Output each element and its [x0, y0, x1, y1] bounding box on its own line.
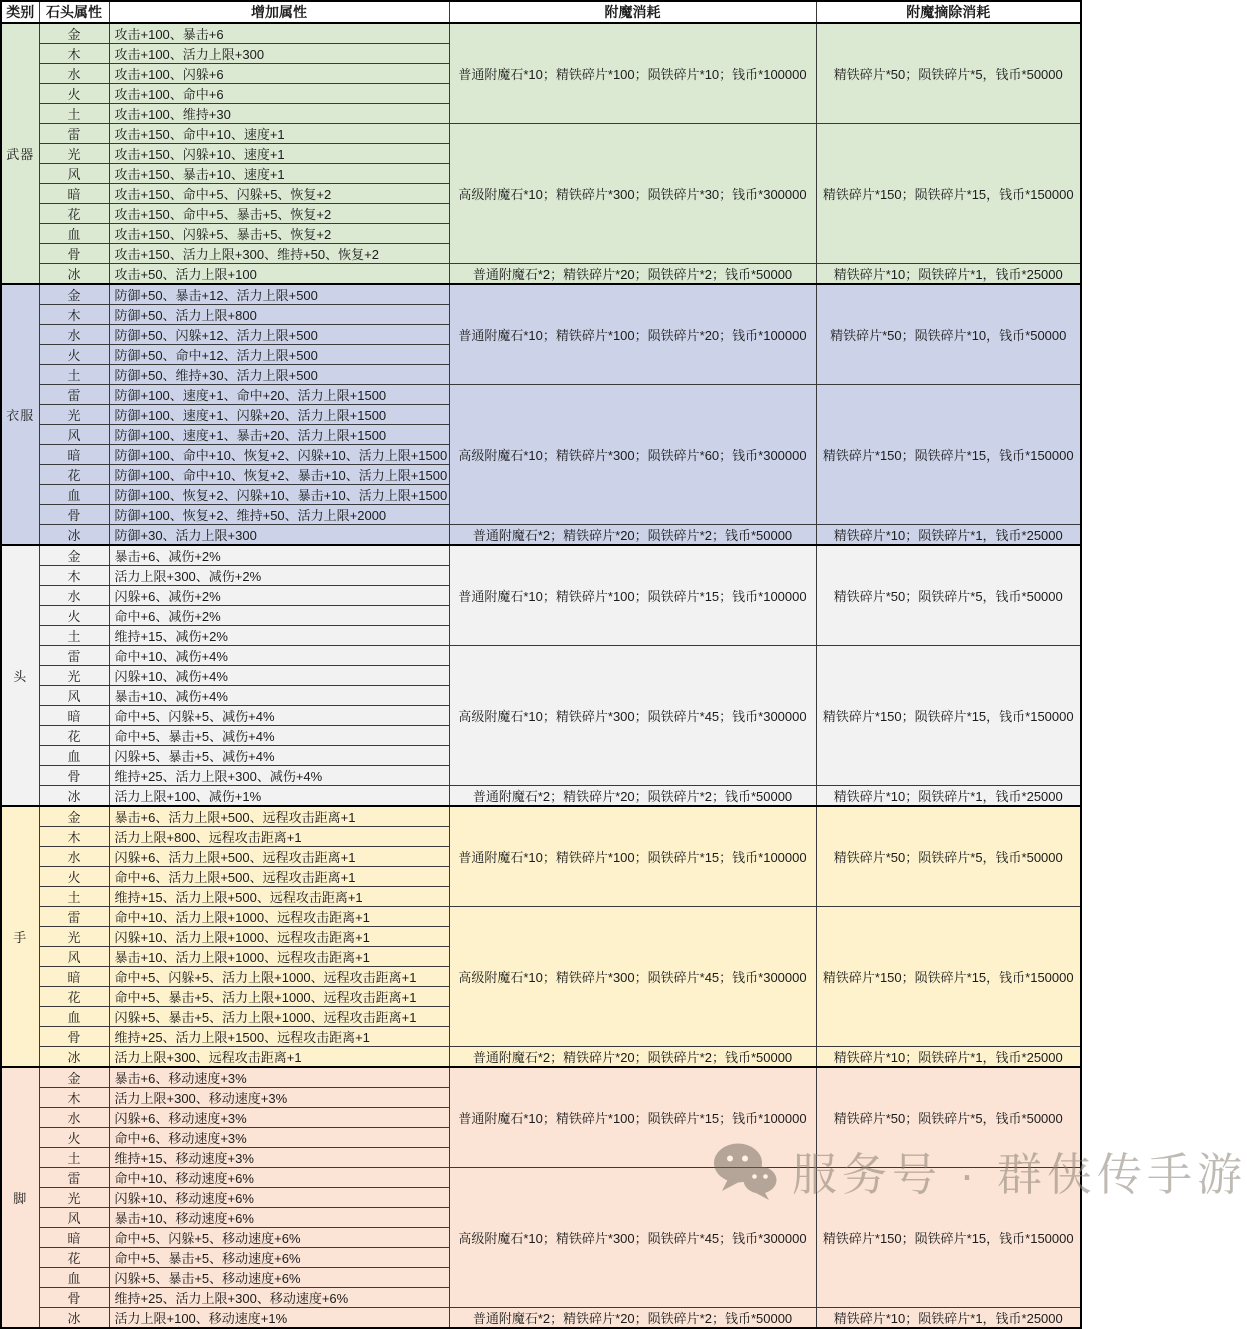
attrs-cell: 命中+6、减伤+2% — [109, 606, 449, 626]
attrs-cell: 攻击+150、活力上限+300、维持+50、恢复+2 — [109, 244, 449, 264]
attrs-cell: 维持+15、活力上限+500、远程攻击距离+1 — [109, 887, 449, 907]
stone-cell: 光 — [39, 1188, 109, 1208]
table-body — [1, 23, 1081, 1328]
stone-cell: 暗 — [39, 184, 109, 204]
attrs-cell: 维持+15、减伤+2% — [109, 626, 449, 646]
removal-cost-cell: 精铁碎片*10；陨铁碎片*1，钱币*25000 — [816, 1308, 1081, 1329]
stone-cell: 骨 — [39, 1027, 109, 1047]
enchant-cost-cell: 普通附魔石*2；精铁碎片*20；陨铁碎片*2；钱币*50000 — [449, 1047, 816, 1068]
attrs-cell: 维持+25、活力上限+300、减伤+4% — [109, 766, 449, 786]
watermark-text: 服务号 · 群侠传手游 — [792, 1149, 1247, 1200]
attrs-cell: 防御+100、命中+10、恢复+2、闪躲+10、活力上限+1500 — [109, 445, 449, 465]
attrs-cell: 活力上限+300、减伤+2% — [109, 566, 449, 586]
stone-cell: 光 — [39, 666, 109, 686]
header-removal-cost: 附魔摘除消耗 — [816, 1, 1081, 23]
stone-cell: 金 — [39, 284, 109, 305]
stone-cell: 风 — [39, 425, 109, 445]
attrs-cell: 防御+100、恢复+2、闪躲+10、暴击+10、活力上限+1500 — [109, 485, 449, 505]
removal-cost-cell: 精铁碎片*10；陨铁碎片*1，钱币*25000 — [816, 786, 1081, 807]
stone-cell: 土 — [39, 1148, 109, 1168]
removal-cost-cell: 精铁碎片*150；陨铁碎片*15，钱币*150000 — [816, 907, 1081, 1047]
removal-cost-cell: 精铁碎片*150；陨铁碎片*15，钱币*150000 — [816, 385, 1081, 525]
table-row — [1, 124, 1081, 144]
stone-cell: 冰 — [39, 264, 109, 285]
attrs-cell: 防御+50、暴击+12、活力上限+500 — [109, 284, 449, 305]
attrs-cell: 活力上限+100、移动速度+1% — [109, 1308, 449, 1329]
attrs-cell: 活力上限+300、移动速度+3% — [109, 1088, 449, 1108]
enchant-cost-cell: 普通附魔石*10；精铁碎片*100；陨铁碎片*15；钱币*100000 — [449, 806, 816, 907]
attrs-cell: 闪躲+6、移动速度+3% — [109, 1108, 449, 1128]
stone-cell: 冰 — [39, 525, 109, 546]
stone-cell: 风 — [39, 686, 109, 706]
stone-cell: 暗 — [39, 445, 109, 465]
header-attrs: 增加属性 — [109, 1, 449, 23]
category-cell: 手 — [1, 806, 39, 1067]
stone-cell: 金 — [39, 806, 109, 827]
stone-cell: 冰 — [39, 1308, 109, 1329]
stone-cell: 水 — [39, 325, 109, 345]
stone-cell: 暗 — [39, 706, 109, 726]
enchant-cost-cell: 普通附魔石*2；精铁碎片*20；陨铁碎片*2；钱币*50000 — [449, 525, 816, 546]
attrs-cell: 命中+10、减伤+4% — [109, 646, 449, 666]
attrs-cell: 暴击+6、减伤+2% — [109, 545, 449, 566]
stone-cell: 暗 — [39, 967, 109, 987]
stone-cell: 木 — [39, 1088, 109, 1108]
category-cell: 武器 — [1, 23, 39, 284]
enchant-cost-cell: 普通附魔石*2；精铁碎片*20；陨铁碎片*2；钱币*50000 — [449, 1308, 816, 1329]
table-row — [1, 646, 1081, 666]
attrs-cell: 命中+5、暴击+5、活力上限+1000、远程攻击距离+1 — [109, 987, 449, 1007]
stone-cell: 木 — [39, 44, 109, 64]
enchant-cost-cell: 普通附魔石*10；精铁碎片*100；陨铁碎片*15；钱币*100000 — [449, 1067, 816, 1168]
stone-cell: 火 — [39, 867, 109, 887]
attrs-cell: 攻击+150、闪躲+5、暴击+5、恢复+2 — [109, 224, 449, 244]
removal-cost-cell: 精铁碎片*10；陨铁碎片*1，钱币*25000 — [816, 264, 1081, 285]
attrs-cell: 暴击+6、活力上限+500、远程攻击距离+1 — [109, 806, 449, 827]
stone-cell: 雷 — [39, 124, 109, 144]
enchant-cost-cell: 高级附魔石*10；精铁碎片*300；陨铁碎片*30；钱币*300000 — [449, 124, 816, 264]
attrs-cell: 攻击+100、活力上限+300 — [109, 44, 449, 64]
stone-cell: 水 — [39, 1108, 109, 1128]
stone-cell: 骨 — [39, 766, 109, 786]
enchant-cost-cell: 普通附魔石*10；精铁碎片*100；陨铁碎片*15；钱币*100000 — [449, 545, 816, 646]
stone-cell: 血 — [39, 485, 109, 505]
stone-cell: 火 — [39, 84, 109, 104]
attrs-cell: 攻击+50、活力上限+100 — [109, 264, 449, 285]
stone-cell: 冰 — [39, 786, 109, 807]
attrs-cell: 命中+6、活力上限+500、远程攻击距离+1 — [109, 867, 449, 887]
attrs-cell: 攻击+150、命中+5、暴击+5、恢复+2 — [109, 204, 449, 224]
attrs-cell: 维持+25、活力上限+300、移动速度+6% — [109, 1288, 449, 1308]
removal-cost-cell: 精铁碎片*50；陨铁碎片*5，钱币*50000 — [816, 806, 1081, 907]
stone-cell: 骨 — [39, 1288, 109, 1308]
attrs-cell: 闪躲+5、暴击+5、减伤+4% — [109, 746, 449, 766]
stone-cell: 木 — [39, 827, 109, 847]
stone-cell: 土 — [39, 104, 109, 124]
stone-cell: 土 — [39, 365, 109, 385]
stone-cell: 风 — [39, 947, 109, 967]
attrs-cell: 防御+100、速度+1、闪躲+20、活力上限+1500 — [109, 405, 449, 425]
table-row — [1, 1308, 1081, 1329]
attrs-cell: 闪躲+5、暴击+5、活力上限+1000、远程攻击距离+1 — [109, 1007, 449, 1027]
attrs-cell: 暴击+10、移动速度+6% — [109, 1208, 449, 1228]
table-row — [1, 264, 1081, 285]
stone-cell: 火 — [39, 345, 109, 365]
removal-cost-cell: 精铁碎片*50；陨铁碎片*5，钱币*50000 — [816, 23, 1081, 124]
stone-cell: 光 — [39, 927, 109, 947]
stone-cell: 风 — [39, 164, 109, 184]
attrs-cell: 命中+5、闪躲+5、活力上限+1000、远程攻击距离+1 — [109, 967, 449, 987]
removal-cost-cell: 精铁碎片*10；陨铁碎片*1，钱币*25000 — [816, 525, 1081, 546]
table-row — [1, 525, 1081, 546]
attrs-cell: 攻击+150、命中+10、速度+1 — [109, 124, 449, 144]
removal-cost-cell: 精铁碎片*150；陨铁碎片*15，钱币*150000 — [816, 646, 1081, 786]
table-row — [1, 786, 1081, 807]
attrs-cell: 攻击+150、闪躲+10、速度+1 — [109, 144, 449, 164]
removal-cost-cell: 精铁碎片*50；陨铁碎片*5，钱币*50000 — [816, 545, 1081, 646]
attrs-cell: 攻击+100、命中+6 — [109, 84, 449, 104]
stone-cell: 花 — [39, 1248, 109, 1268]
attrs-cell: 命中+6、移动速度+3% — [109, 1128, 449, 1148]
attrs-cell: 闪躲+6、减伤+2% — [109, 586, 449, 606]
stone-cell: 风 — [39, 1208, 109, 1228]
attrs-cell: 防御+30、活力上限+300 — [109, 525, 449, 546]
attrs-cell: 活力上限+100、减伤+1% — [109, 786, 449, 807]
attrs-cell: 暴击+6、移动速度+3% — [109, 1067, 449, 1088]
stone-cell: 花 — [39, 204, 109, 224]
attrs-cell: 闪躲+10、移动速度+6% — [109, 1188, 449, 1208]
attrs-cell: 命中+5、闪躲+5、移动速度+6% — [109, 1228, 449, 1248]
attrs-cell: 攻击+100、暴击+6 — [109, 23, 449, 44]
removal-cost-cell: 精铁碎片*150；陨铁碎片*15，钱币*150000 — [816, 124, 1081, 264]
stone-cell: 土 — [39, 887, 109, 907]
attrs-cell: 命中+10、活力上限+1000、远程攻击距离+1 — [109, 907, 449, 927]
removal-cost-cell: 精铁碎片*150；陨铁碎片*15，钱币*150000 — [816, 1168, 1081, 1308]
stone-cell: 骨 — [39, 505, 109, 525]
attrs-cell: 命中+5、暴击+5、减伤+4% — [109, 726, 449, 746]
stone-cell: 水 — [39, 586, 109, 606]
stone-cell: 血 — [39, 1007, 109, 1027]
attrs-cell: 闪躲+6、活力上限+500、远程攻击距离+1 — [109, 847, 449, 867]
stone-cell: 骨 — [39, 244, 109, 264]
category-cell: 脚 — [1, 1067, 39, 1328]
stone-cell: 土 — [39, 626, 109, 646]
attrs-cell: 攻击+150、命中+5、闪躲+5、恢复+2 — [109, 184, 449, 204]
attrs-cell: 闪躲+10、活力上限+1000、远程攻击距离+1 — [109, 927, 449, 947]
table-row — [1, 1168, 1081, 1188]
table-row — [1, 907, 1081, 927]
enchant-cost-cell: 高级附魔石*10；精铁碎片*300；陨铁碎片*60；钱币*300000 — [449, 385, 816, 525]
attrs-cell: 暴击+10、活力上限+1000、远程攻击距离+1 — [109, 947, 449, 967]
stone-cell: 暗 — [39, 1228, 109, 1248]
attrs-cell: 防御+50、维持+30、活力上限+500 — [109, 365, 449, 385]
attrs-cell: 暴击+10、减伤+4% — [109, 686, 449, 706]
enchant-cost-cell: 高级附魔石*10；精铁碎片*300；陨铁碎片*45；钱币*300000 — [449, 907, 816, 1047]
table-header — [1, 1, 1081, 23]
header-enchant-cost: 附魔消耗 — [449, 1, 816, 23]
stone-cell: 雷 — [39, 907, 109, 927]
removal-cost-cell: 精铁碎片*50；陨铁碎片*5，钱币*50000 — [816, 1067, 1081, 1168]
removal-cost-cell: 精铁碎片*10；陨铁碎片*1，钱币*25000 — [816, 1047, 1081, 1068]
table-row — [1, 545, 1081, 566]
table-row — [1, 1067, 1081, 1088]
enchant-cost-cell: 普通附魔石*2；精铁碎片*20；陨铁碎片*2；钱币*50000 — [449, 786, 816, 807]
attrs-cell: 维持+25、活力上限+1500、远程攻击距离+1 — [109, 1027, 449, 1047]
stone-cell: 光 — [39, 144, 109, 164]
enchant-cost-cell: 高级附魔石*10；精铁碎片*300；陨铁碎片*45；钱币*300000 — [449, 1168, 816, 1308]
stone-cell: 血 — [39, 1268, 109, 1288]
attrs-cell: 闪躲+5、暴击+5、移动速度+6% — [109, 1268, 449, 1288]
attrs-cell: 防御+100、恢复+2、维持+50、活力上限+2000 — [109, 505, 449, 525]
stone-cell: 水 — [39, 847, 109, 867]
stone-cell: 金 — [39, 545, 109, 566]
enchant-cost-cell: 高级附魔石*10；精铁碎片*300；陨铁碎片*45；钱币*300000 — [449, 646, 816, 786]
header-category: 类别 — [1, 1, 39, 23]
stone-cell: 雷 — [39, 1168, 109, 1188]
category-cell: 头 — [1, 545, 39, 806]
table-row — [1, 23, 1081, 44]
stone-cell: 水 — [39, 64, 109, 84]
attrs-cell: 防御+50、闪躲+12、活力上限+500 — [109, 325, 449, 345]
table-row — [1, 806, 1081, 827]
stone-cell: 木 — [39, 566, 109, 586]
attrs-cell: 防御+100、速度+1、命中+20、活力上限+1500 — [109, 385, 449, 405]
stone-cell: 冰 — [39, 1047, 109, 1068]
stone-cell: 火 — [39, 1128, 109, 1148]
attrs-cell: 防御+50、活力上限+800 — [109, 305, 449, 325]
stone-cell: 木 — [39, 305, 109, 325]
stone-cell: 花 — [39, 465, 109, 485]
stone-cell: 金 — [39, 23, 109, 44]
attrs-cell: 攻击+150、暴击+10、速度+1 — [109, 164, 449, 184]
attrs-cell: 命中+10、移动速度+6% — [109, 1168, 449, 1188]
attrs-cell: 活力上限+800、远程攻击距离+1 — [109, 827, 449, 847]
stone-cell: 血 — [39, 224, 109, 244]
stone-cell: 光 — [39, 405, 109, 425]
stone-cell: 雷 — [39, 646, 109, 666]
stone-cell: 血 — [39, 746, 109, 766]
stone-cell: 花 — [39, 987, 109, 1007]
enchant-cost-cell: 普通附魔石*10；精铁碎片*100；陨铁碎片*20；钱币*100000 — [449, 284, 816, 385]
stone-cell: 花 — [39, 726, 109, 746]
attrs-cell: 命中+5、闪躲+5、减伤+4% — [109, 706, 449, 726]
table-row — [1, 284, 1081, 305]
attrs-cell: 命中+5、暴击+5、移动速度+6% — [109, 1248, 449, 1268]
attrs-cell: 防御+50、命中+12、活力上限+500 — [109, 345, 449, 365]
attrs-cell: 维持+15、移动速度+3% — [109, 1148, 449, 1168]
attrs-cell: 活力上限+300、远程攻击距离+1 — [109, 1047, 449, 1068]
attrs-cell: 防御+100、命中+10、恢复+2、暴击+10、活力上限+1500 — [109, 465, 449, 485]
stone-cell: 金 — [39, 1067, 109, 1088]
table-row — [1, 385, 1081, 405]
removal-cost-cell: 精铁碎片*50；陨铁碎片*10，钱币*50000 — [816, 284, 1081, 385]
attrs-cell: 闪躲+10、减伤+4% — [109, 666, 449, 686]
attrs-cell: 防御+100、速度+1、暴击+20、活力上限+1500 — [109, 425, 449, 445]
attrs-cell: 攻击+100、闪躲+6 — [109, 64, 449, 84]
enchant-cost-cell: 普通附魔石*2；精铁碎片*20；陨铁碎片*2；钱币*50000 — [449, 264, 816, 285]
table-row — [1, 1047, 1081, 1068]
header-stone: 石头属性 — [39, 1, 109, 23]
stone-cell: 火 — [39, 606, 109, 626]
attrs-cell: 攻击+100、维持+30 — [109, 104, 449, 124]
enchant-cost-cell: 普通附魔石*10；精铁碎片*100；陨铁碎片*10；钱币*100000 — [449, 23, 816, 124]
category-cell: 衣服 — [1, 284, 39, 545]
stone-cell: 雷 — [39, 385, 109, 405]
